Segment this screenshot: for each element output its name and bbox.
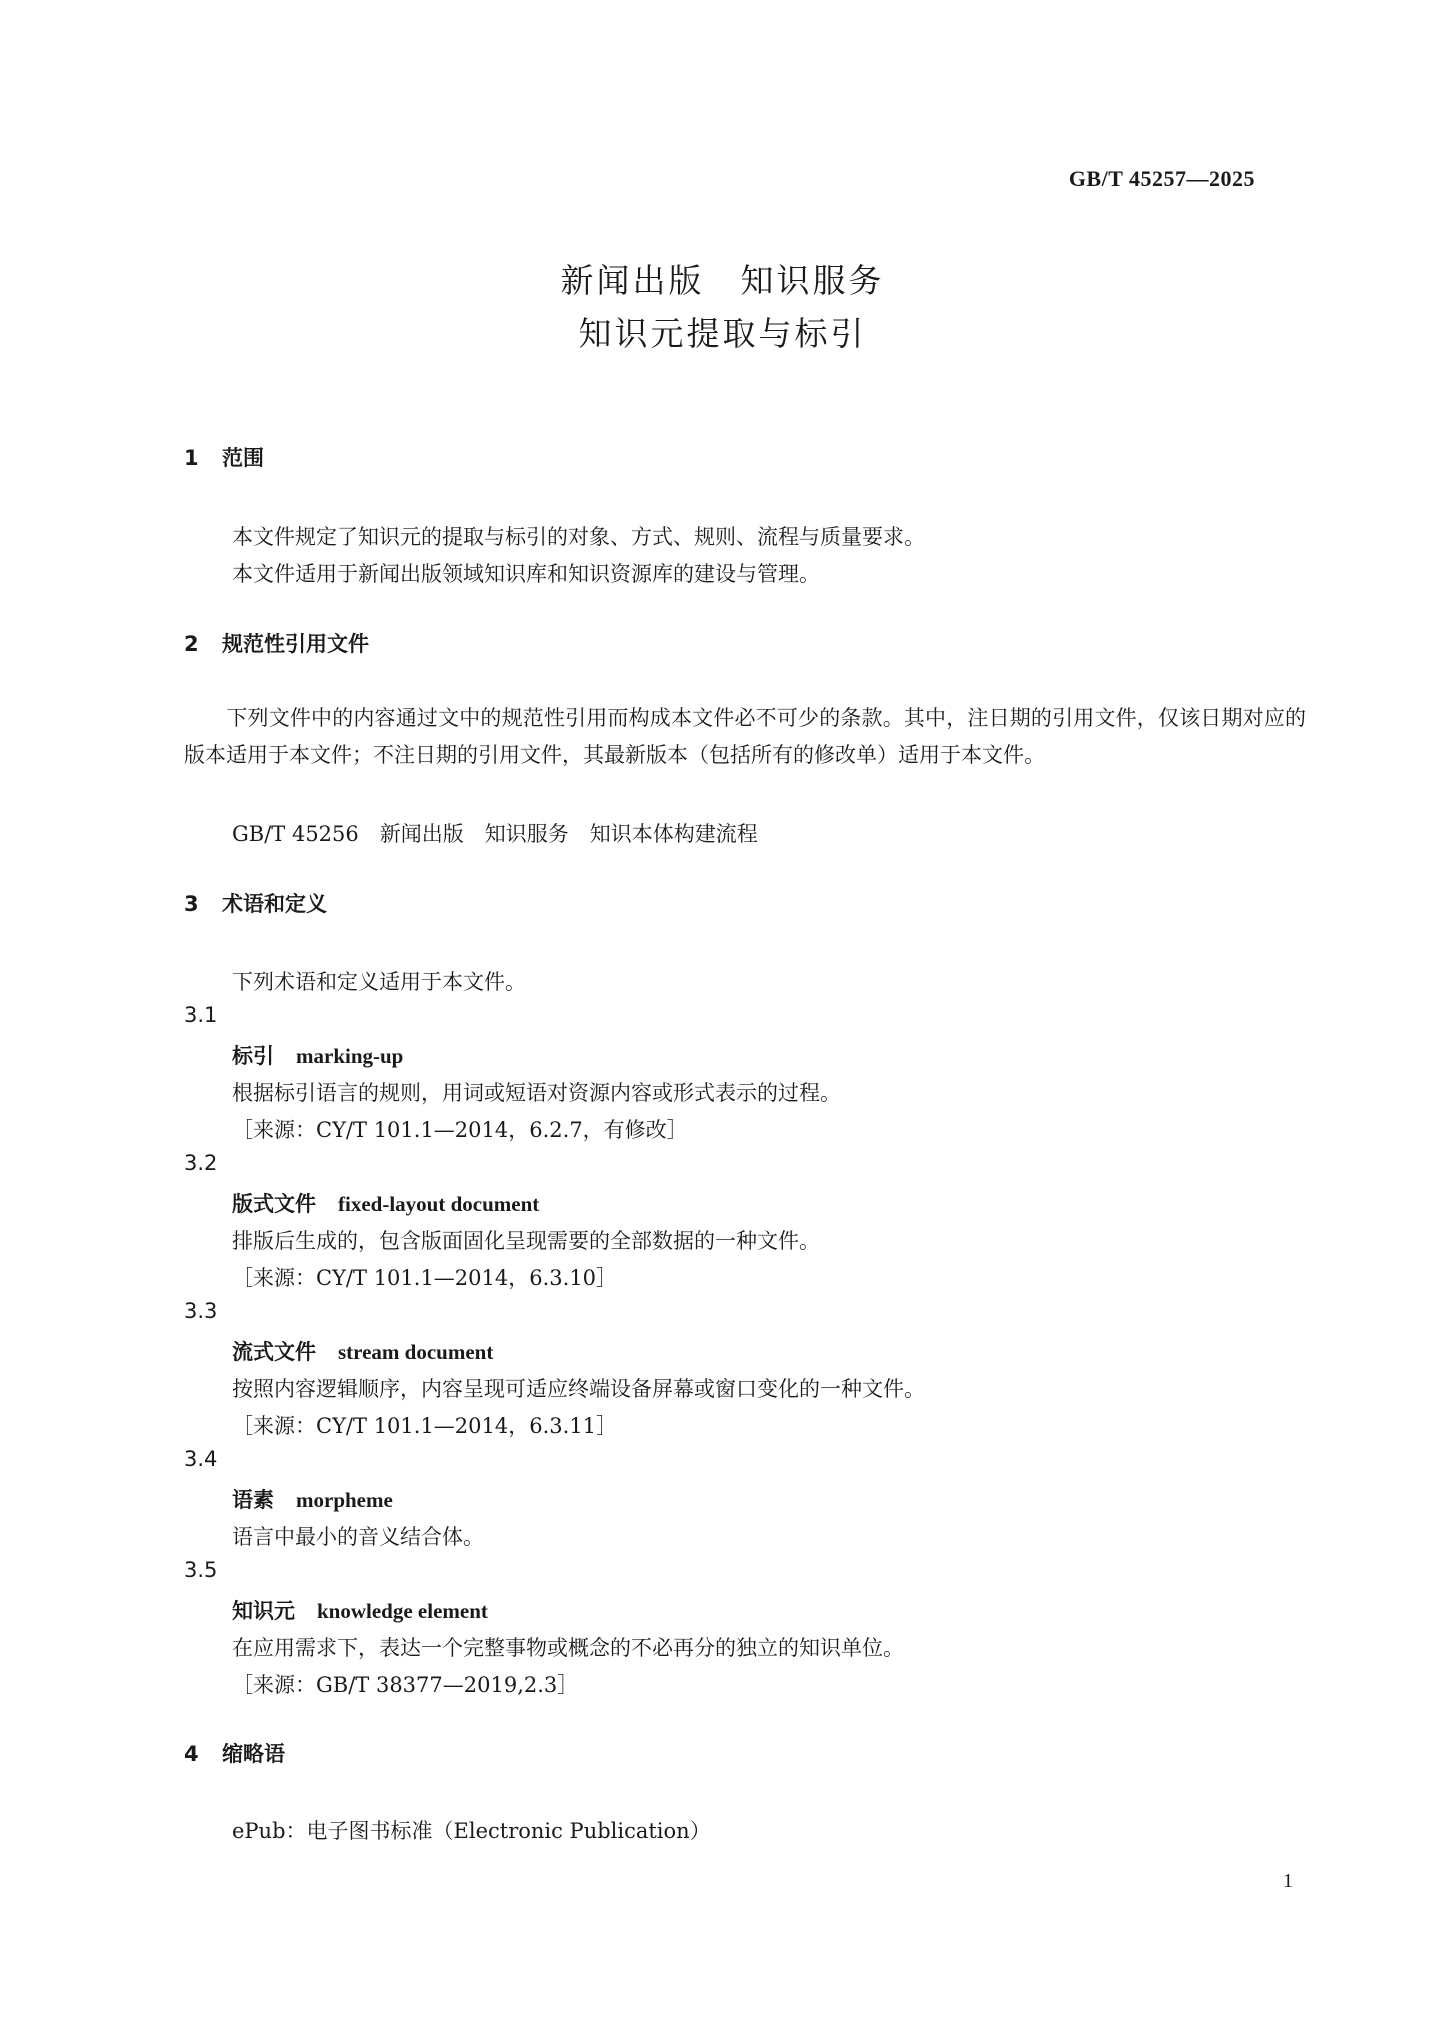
term-number: 3.2: [184, 1151, 218, 1175]
document-title-line2: 知识元提取与标引: [578, 314, 867, 353]
term-definition: 在应用需求下，表达一个完整事物或概念的不必再分的独立的知识单位。: [232, 1636, 904, 1660]
section-number: 3: [184, 892, 199, 916]
section-number: 4: [184, 1742, 199, 1766]
term-number: 3.5: [184, 1558, 218, 1582]
term-chinese: 流式文件: [232, 1340, 316, 1364]
term-definition: 按照内容逻辑顺序，内容呈现可适应终端设备屏幕或窗口变化的一种文件。: [232, 1377, 925, 1401]
section-number: 2: [184, 632, 199, 656]
term-heading: [232, 1040, 403, 1070]
section-number: 1: [184, 446, 199, 470]
term-english: marking-up: [296, 1044, 404, 1068]
term-source: ［来源：CY/T 101.1—2014，6.3.10］: [232, 1266, 618, 1290]
term-heading: [232, 1188, 539, 1218]
abbreviation-item: ePub：电子图书标准（Electronic Publication）: [232, 1819, 711, 1843]
term-definition: 语言中最小的音义结合体。: [232, 1525, 484, 1549]
section-title: 缩略语: [222, 1742, 285, 1766]
section-heading-terms: [184, 888, 327, 918]
term-number: 3.3: [184, 1299, 218, 1323]
section-heading-scope: [184, 442, 264, 472]
section-title: 范围: [222, 446, 264, 470]
term-english: morpheme: [296, 1488, 393, 1512]
section-title: 术语和定义: [222, 892, 327, 916]
term-chinese: 语素: [232, 1488, 274, 1512]
page-number: 1: [1283, 1870, 1293, 1892]
term-english: knowledge element: [317, 1599, 488, 1623]
normative-references-paragraph: 下列文件中的内容通过文中的规范性引用而构成本文件必不可少的条款。其中，注日期的引用文件，仅该日期对应的版本适用于本文件；不注日期的引用文件，其最新版本（包括所有的修改单）适用于本文件。: [184, 706, 1306, 767]
scope-paragraph-2: 本文件适用于新闻出版领域知识库和知识资源库的建设与管理。: [232, 562, 820, 586]
term-chinese: 标引: [232, 1044, 274, 1068]
term-english: fixed-layout document: [338, 1192, 540, 1216]
normative-reference-item: GB/T 45256 新闻出版 知识服务 知识本体构建流程: [232, 822, 758, 846]
term-definition: 排版后生成的，包含版面固化呈现需要的全部数据的一种文件。: [232, 1229, 820, 1253]
term-heading: [232, 1336, 493, 1366]
section-heading-abbreviations: [184, 1738, 285, 1768]
term-chinese: 版式文件: [232, 1192, 316, 1216]
term-source: ［来源：CY/T 101.1—2014，6.3.11］: [232, 1414, 618, 1438]
term-source: ［来源：CY/T 101.1—2014，6.2.7，有修改］: [232, 1118, 688, 1142]
section-heading-normative-references: [184, 628, 369, 658]
term-heading: [232, 1484, 393, 1514]
scope-paragraph-1: 本文件规定了知识元的提取与标引的对象、方式、规则、流程与质量要求。: [232, 525, 925, 549]
section-title: 规范性引用文件: [222, 632, 369, 656]
term-number: 3.1: [184, 1003, 218, 1027]
term-heading: [232, 1595, 488, 1625]
term-chinese: 知识元: [232, 1599, 295, 1623]
terms-intro: 下列术语和定义适用于本文件。: [232, 970, 526, 994]
term-number: 3.4: [184, 1447, 218, 1471]
term-definition: 根据标引语言的规则，用词或短语对资源内容或形式表示的过程。: [232, 1081, 841, 1105]
term-english: stream document: [338, 1340, 494, 1364]
standard-code: GB/T 45257—2025: [1068, 166, 1255, 191]
document-title-line1: 新闻出版 知识服务: [560, 261, 885, 300]
term-source: ［来源：GB/T 38377—2019,2.3］: [232, 1673, 579, 1697]
